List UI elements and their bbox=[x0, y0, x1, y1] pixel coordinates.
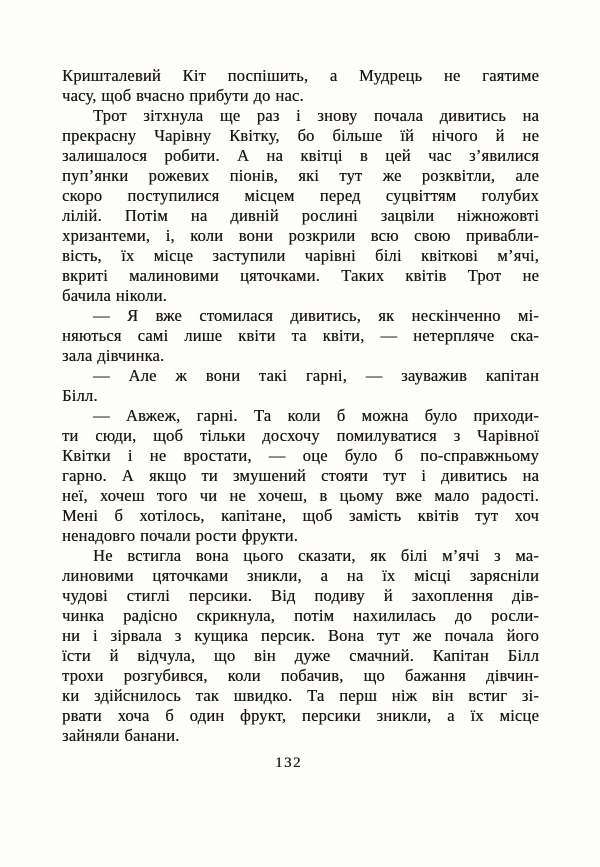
text-line: скоро поступилися місцем перед суцвіттям голубих bbox=[62, 186, 539, 205]
text-line: трохи розгубився, коли побачив, що бажання дівчин- bbox=[62, 666, 539, 685]
text-line: няються самі лише квіти та квіти, — нетерпляче ска- bbox=[62, 326, 539, 345]
text-line: линовими цяточками зникли, а на їх місці зарясніли bbox=[62, 566, 539, 585]
text-line: Не встигла вона цього сказати, як білі м’ячі з ма- bbox=[93, 546, 539, 565]
text-line: чудові стиглі персики. Від подиву й захоплення дів- bbox=[62, 586, 539, 605]
text-line: — Але ж вони такі гарні, — зауважив капітан bbox=[93, 366, 539, 385]
text-line: ни і зірвала з кущика персик. Вона тут же почала його bbox=[62, 626, 539, 645]
text-line: залишалося робити. А на квітці в цей час з’явилися bbox=[62, 146, 539, 165]
text-line: неї, хочеш того чи не хочеш, в цьому вже мало радості. bbox=[62, 486, 539, 505]
text-line: вкриті малиновими цяточками. Таких квітів Трот не bbox=[62, 266, 539, 285]
text-line: бачила ніколи. bbox=[62, 286, 167, 305]
text-line: ки здійснилось так швидко. Та перш ніж він встиг зі- bbox=[62, 686, 539, 705]
text-line: зала дівчинка. bbox=[62, 346, 165, 365]
text-line: ти сюди, щоб тільки досхочу помилуватися з Чарівної bbox=[62, 426, 539, 445]
page-text bbox=[62, 66, 539, 746]
text-line: їсти й відчула, що він дуже смачний. Капітан Білл bbox=[62, 646, 539, 665]
text-line: гарно. А якщо ти змушений стояти тут і дивитись на bbox=[62, 466, 539, 485]
text-line: пуп’янки рожевих піонів, які тут же розквітли, але bbox=[62, 166, 539, 185]
text-line: Квітки і не вростати, — оце було б по-справжньому bbox=[62, 446, 539, 465]
text-line: прекрасну Чарівну Квітку, бо більше їй нічого й не bbox=[62, 126, 539, 145]
text-line: Білл. bbox=[62, 386, 98, 405]
text-line: — Я вже стомилася дивитись, як нескінченно мі- bbox=[93, 306, 539, 325]
text-line: вість, їх місце заступили чарівні білі квіткові м’ячі, bbox=[62, 246, 539, 265]
text-line: — Авжеж, гарні. Та коли б можна було приходи- bbox=[93, 406, 539, 425]
text-line: чинка радісно скрикнула, потім нахилилась до росли- bbox=[62, 606, 539, 625]
text-line: ненадовго почали рости фрукти. bbox=[62, 526, 298, 545]
text-line: Мені б хотілось, капітане, щоб замість квітів тут хоч bbox=[62, 506, 539, 525]
text-line: часу, щоб вчасно прибути до нас. bbox=[62, 86, 304, 105]
text-line: Трот зітхнула ще раз і знову почала дивитись на bbox=[93, 106, 539, 125]
text-line: зайняли банани. bbox=[62, 726, 180, 745]
text-line: рвати хоча б один фрукт, персики зникли, а їх місце bbox=[62, 706, 539, 725]
text-line: лілій. Потім на дивній рослині зацвіли ніжножовті bbox=[62, 206, 539, 225]
page-number: 132 bbox=[275, 755, 302, 771]
text-line: Кришталевий Кіт поспішить, а Мудрець не гаятиме bbox=[62, 66, 539, 85]
text-line: хризантеми, і, коли вони розкрили всю свою привабли- bbox=[62, 226, 539, 245]
